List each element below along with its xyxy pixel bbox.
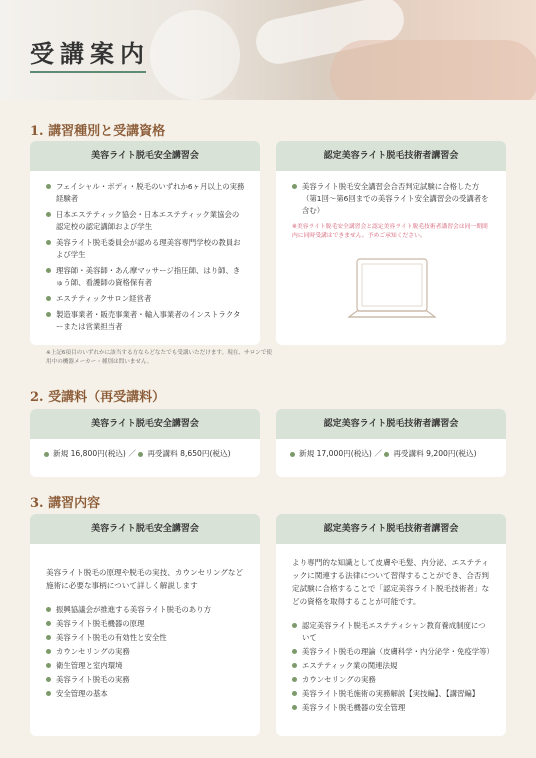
fee-separator: ／ [374, 449, 382, 458]
list-item: 美容ライト脱毛の理論（皮膚科学・内分泌学・免疫学等） [292, 646, 492, 658]
list-item: 理容師・美容師・あん摩マッサージ指圧師、はり師、きゅう師、看護師の資格保有者 [46, 265, 246, 289]
list-item: 美容ライト脱毛機器の原理 [46, 618, 246, 630]
card-content-safety [30, 514, 260, 736]
list-item: カウンセリングの実務 [46, 646, 246, 658]
content-list [46, 604, 246, 700]
eligibility-footnote: ※上記6項目のいずれかに該当する方ならどなたでも受講いただけます。現在、サロンで使用中の機器メーカー・種別は問いません。 [46, 350, 272, 365]
laptop-icon [347, 257, 437, 329]
list-item: エステティックサロン経営者 [46, 293, 246, 305]
card-header: 認定美容ライト脱毛技術者講習会 [276, 141, 506, 171]
eligibility-list [292, 181, 492, 217]
warning-note: ※美容ライト脱毛安全講習会と認定美容ライト脱毛技術者講習会は同一期間内に同時受講はできません。予めご承知ください。 [292, 224, 488, 239]
fee-retake: 再受講料 9,200円(税込) [393, 449, 477, 458]
card-header: 美容ライト脱毛安全講習会 [30, 514, 260, 544]
course-description: より専門的な知識として皮膚や毛髪、内分泌、エステティックに関連する法律について習得することができ、合否判定試験に合格することで「認定美容ライト脱毛技術者」などの資格を取得することが可能です。 [292, 558, 490, 606]
list-item: 美容ライト脱毛安全講習会合否判定試験に合格した方（第1回〜第6回までの美容ライト安全講習会の受講者を含む） [292, 181, 492, 217]
list-item: カウンセリングの実務 [292, 674, 492, 686]
list-item: 認定美容ライト脱毛エステティシャン教育養成制度について [292, 620, 492, 644]
fee-retake: 再受講料 8,650円(税込) [147, 449, 231, 458]
card-header: 認定美容ライト脱毛技術者講習会 [276, 409, 506, 439]
list-item: 美容ライト脱毛の有効性と安全性 [46, 632, 246, 644]
bullet-dot [138, 452, 143, 457]
bullet-dot [290, 452, 295, 457]
list-item: 美容ライト脱毛の実務 [46, 674, 246, 686]
section-title-content: 3. 講習内容 [30, 496, 101, 511]
list-item: フェイシャル・ボディ・脱毛のいずれか6ヶ月以上の実務経験者 [46, 181, 246, 205]
list-item: 製造事業者・販売事業者・輸入事業者のインストラクターまたは営業担当者 [46, 309, 246, 333]
hero-photo-shape [150, 10, 240, 100]
card-content-technician [276, 514, 506, 736]
course-description: 美容ライト脱毛の原理や脱毛の実技、カウンセリングなど施術に必要な事柄について詳しく解説します [46, 568, 244, 590]
list-item: 日本エステティック協会・日本エステティック業協会の認定校の認定講師および学生 [46, 209, 246, 233]
fee-new: 新規 16,800円(税込) [53, 449, 126, 458]
section-title-fees: 2. 受講料（再受講料） [30, 390, 166, 405]
list-item: 美容ライト脱毛機器の安全管理 [292, 702, 492, 714]
title-underline [30, 71, 146, 73]
card-eligibility-safety [30, 141, 260, 345]
fee-separator: ／ [128, 449, 136, 458]
card-header: 認定美容ライト脱毛技術者講習会 [276, 514, 506, 544]
card-fee-safety [30, 409, 260, 477]
fee-new: 新規 17,000円(税込) [299, 449, 372, 458]
bullet-dot [384, 452, 389, 457]
list-item: 美容ライト脱毛委員会が認める理美容専門学校の教員および学生 [46, 237, 246, 261]
eligibility-list [46, 181, 246, 333]
card-header: 美容ライト脱毛安全講習会 [30, 141, 260, 171]
card-eligibility-technician [276, 141, 506, 345]
bullet-dot [44, 452, 49, 457]
list-item: 美容ライト脱毛施術の実務解説【実技編】、【講習編】 [292, 688, 492, 700]
list-item: 衛生管理と室内環境 [46, 660, 246, 672]
card-header: 美容ライト脱毛安全講習会 [30, 409, 260, 439]
page-title: 受講案内 [30, 39, 150, 68]
card-fee-technician [276, 409, 506, 477]
content-list [292, 620, 492, 714]
list-item: 振興協議会が推進する美容ライト脱毛のあり方 [46, 604, 246, 616]
fee-line [276, 439, 506, 469]
section-title-eligibility: 1. 講習種別と受講資格 [30, 124, 166, 139]
fee-line [30, 439, 260, 469]
hero-photo-shape [330, 40, 536, 100]
list-item: エステティック業の関連法規 [292, 660, 492, 672]
list-item: 安全管理の基本 [46, 688, 246, 700]
